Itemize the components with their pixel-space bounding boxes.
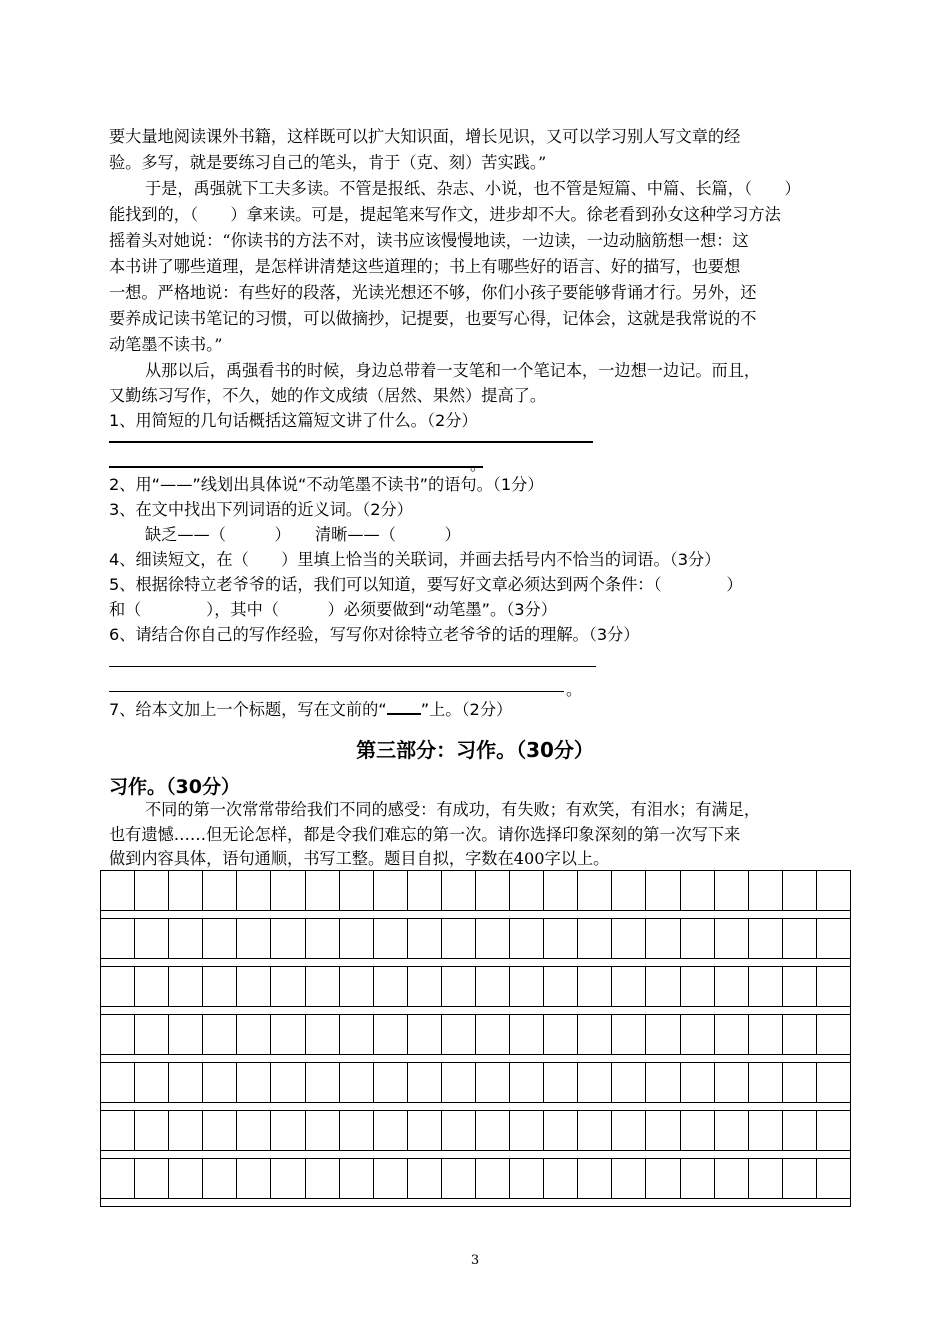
question-7	[109, 699, 512, 721]
grid-cell[interactable]	[748, 1158, 783, 1199]
grid-cell[interactable]	[509, 1158, 544, 1199]
grid-cell[interactable]	[475, 1062, 510, 1103]
passage-line: 能找到的，（ ）拿来读。可是，提起笔来写作文，进步却不大。徐老看到孙女这种学习方法	[109, 205, 781, 224]
grid-cell[interactable]	[441, 1158, 476, 1199]
grid-cell[interactable]	[748, 870, 783, 911]
grid-cell[interactable]	[543, 870, 578, 911]
grid-cell[interactable]	[645, 1062, 680, 1103]
grid-cell[interactable]	[543, 966, 578, 1007]
grid-cell[interactable]	[509, 1014, 544, 1055]
grid-cell[interactable]	[270, 870, 305, 911]
grid-cell[interactable]	[202, 918, 237, 959]
grid-cell[interactable]	[236, 918, 271, 959]
grid-cell[interactable]	[373, 1158, 408, 1199]
grid-cell[interactable]	[816, 870, 851, 911]
grid-cell[interactable]	[509, 918, 544, 959]
grid-cell[interactable]	[475, 1158, 510, 1199]
question-5a: 5、根据徐特立老爷爷的话，我们可以知道，要写好文章必须达到两个条件：（ ）	[109, 575, 743, 594]
grid-cell[interactable]	[645, 1110, 680, 1151]
page-number: 3	[470, 1253, 480, 1268]
writing-grid[interactable]	[100, 870, 850, 1206]
grid-cell[interactable]	[168, 966, 203, 1007]
grid-cell[interactable]	[339, 966, 374, 1007]
title-blank[interactable]	[387, 699, 421, 715]
grid-cell[interactable]	[816, 918, 851, 959]
grid-cell[interactable]	[611, 1110, 646, 1151]
grid-cell[interactable]	[645, 1158, 680, 1199]
grid-cell[interactable]	[441, 966, 476, 1007]
prompt-line: 做到内容具体，语句通顺，书写工整。题目自拟，字数在400字以上。	[109, 849, 610, 868]
grid-cell[interactable]	[543, 1158, 578, 1199]
grid-cell[interactable]	[680, 1014, 715, 1055]
grid-cell[interactable]	[168, 1014, 203, 1055]
grid-cell[interactable]	[100, 1014, 135, 1055]
grid-cell[interactable]	[305, 918, 340, 959]
grid-cell[interactable]	[714, 1014, 749, 1055]
grid-cell[interactable]	[577, 918, 612, 959]
grid-cell[interactable]	[339, 1158, 374, 1199]
grid-cell[interactable]	[270, 1014, 305, 1055]
answer-line[interactable]	[109, 691, 564, 692]
grid-cell[interactable]	[305, 1062, 340, 1103]
grid-cell[interactable]	[236, 1158, 271, 1199]
grid-cell[interactable]	[373, 1062, 408, 1103]
grid-cell[interactable]	[782, 1110, 817, 1151]
grid-cell[interactable]	[407, 1014, 442, 1055]
grid-cell[interactable]	[168, 918, 203, 959]
grid-cell[interactable]	[441, 1014, 476, 1055]
grid-cell[interactable]	[134, 918, 169, 959]
grid-cell[interactable]	[202, 1062, 237, 1103]
grid-cell[interactable]	[816, 1014, 851, 1055]
grid-cell[interactable]	[339, 870, 374, 911]
question-2: 2、用“——”线划出具体说“不动笔墨不读书”的语句。（1分）	[109, 475, 544, 494]
grid-cell[interactable]	[168, 1110, 203, 1151]
grid-cell[interactable]	[509, 1062, 544, 1103]
grid-cell[interactable]	[100, 918, 135, 959]
grid-cell[interactable]	[475, 966, 510, 1007]
grid-cell[interactable]	[475, 1110, 510, 1151]
grid-cell[interactable]	[782, 918, 817, 959]
grid-cell[interactable]	[577, 1062, 612, 1103]
grid-cell[interactable]	[202, 1014, 237, 1055]
grid-cell[interactable]	[134, 1062, 169, 1103]
grid-cell[interactable]	[373, 870, 408, 911]
grid-cell[interactable]	[236, 870, 271, 911]
grid-cell[interactable]	[748, 918, 783, 959]
grid-cell[interactable]	[373, 966, 408, 1007]
grid-cell[interactable]	[202, 870, 237, 911]
section-subtitle: 习作。（30分）	[109, 776, 240, 798]
grid-cell[interactable]	[407, 918, 442, 959]
passage-line: 要大量地阅读课外书籍，这样既可以扩大知识面，增长见识，又可以学习别人写文章的经	[109, 127, 741, 146]
grid-cell[interactable]	[645, 1014, 680, 1055]
grid-cell[interactable]	[407, 1110, 442, 1151]
grid-cell[interactable]	[305, 1158, 340, 1199]
grid-cell[interactable]	[509, 870, 544, 911]
grid-cell[interactable]	[611, 918, 646, 959]
answer-line[interactable]	[109, 466, 483, 468]
passage-line: 摇着头对她说：“你读书的方法不对，读书应该慢慢地读，一边读，一边动脑筋想一想：这	[109, 231, 749, 250]
grid-cell[interactable]	[645, 918, 680, 959]
grid-cell[interactable]	[577, 1158, 612, 1199]
answer-end-mark: 。	[566, 680, 583, 699]
grid-cell[interactable]	[441, 918, 476, 959]
grid-cell[interactable]	[168, 1158, 203, 1199]
grid-cell[interactable]	[270, 918, 305, 959]
grid-cell[interactable]	[680, 918, 715, 959]
grid-cell[interactable]	[611, 1158, 646, 1199]
passage-line: 于是，禹强就下工夫多读。不管是报纸、杂志、小说，也不管是短篇、中篇、长篇，（ ）	[145, 179, 801, 198]
grid-cell[interactable]	[236, 1110, 271, 1151]
grid-cell[interactable]	[577, 966, 612, 1007]
passage-line: 从那以后，禹强看书的时候，身边总带着一支笔和一个笔记本，一边想一边记。而且，	[145, 361, 761, 380]
grid-cell[interactable]	[236, 1062, 271, 1103]
question-6: 6、请结合你自己的写作经验，写写你对徐特立老爷爷的话的理解。（3分）	[109, 625, 640, 644]
grid-cell[interactable]	[611, 870, 646, 911]
grid-cell[interactable]	[305, 1110, 340, 1151]
grid-cell[interactable]	[680, 870, 715, 911]
grid-cell[interactable]	[100, 966, 135, 1007]
grid-cell[interactable]	[577, 1014, 612, 1055]
grid-cell[interactable]	[782, 1062, 817, 1103]
prompt-line: 不同的第一次常常带给我们不同的感受：有成功，有失败；有欢笑，有泪水；有满足，	[145, 800, 761, 819]
grid-cell[interactable]	[816, 1110, 851, 1151]
grid-cell[interactable]	[305, 870, 340, 911]
grid-cell[interactable]	[441, 1110, 476, 1151]
grid-cell[interactable]	[543, 918, 578, 959]
question-3: 3、在文中找出下列词语的近义词。（2分）	[109, 500, 413, 519]
passage-line: 又勤练习写作，不久，她的作文成绩（居然、果然）提高了。	[109, 386, 547, 405]
grid-cell[interactable]	[782, 966, 817, 1007]
grid-cell[interactable]	[816, 1062, 851, 1103]
grid-cell[interactable]	[543, 1110, 578, 1151]
grid-cell[interactable]	[339, 1014, 374, 1055]
grid-cell[interactable]	[270, 1158, 305, 1199]
grid-cell[interactable]	[714, 966, 749, 1007]
grid-cell[interactable]	[475, 1014, 510, 1055]
passage-line: 一想。严格地说：有些好的段落，光读光想还不够，你们小孩子要能够背诵才行。另外，还	[109, 283, 757, 302]
grid-cell[interactable]	[816, 966, 851, 1007]
grid-cell[interactable]	[680, 966, 715, 1007]
grid-cell[interactable]	[407, 1062, 442, 1103]
grid-cell[interactable]	[441, 870, 476, 911]
grid-cell[interactable]	[305, 1014, 340, 1055]
question-7-text-end: ”上。（2分）	[420, 700, 513, 719]
grid-cell[interactable]	[134, 870, 169, 911]
grid-cell[interactable]	[407, 870, 442, 911]
grid-cell[interactable]	[714, 1158, 749, 1199]
passage-line: 动笔墨不读书。”	[109, 335, 223, 354]
grid-cell[interactable]	[748, 1062, 783, 1103]
grid-cell[interactable]	[270, 966, 305, 1007]
grid-cell[interactable]	[543, 1062, 578, 1103]
grid-cell[interactable]	[202, 1110, 237, 1151]
answer-end-mark: 。	[470, 455, 487, 474]
grid-cell[interactable]	[339, 918, 374, 959]
grid-cell[interactable]	[714, 918, 749, 959]
answer-line[interactable]	[109, 666, 596, 667]
grid-cell[interactable]	[134, 1014, 169, 1055]
passage-line: 要养成记读书笔记的习惯，可以做摘抄，记提要，也要写心得，记体会，这就是我常说的不	[109, 309, 757, 328]
grid-cell[interactable]	[305, 966, 340, 1007]
grid-cell[interactable]	[680, 1110, 715, 1151]
grid-cell[interactable]	[236, 1014, 271, 1055]
grid-cell[interactable]	[202, 1158, 237, 1199]
grid-cell[interactable]	[680, 1158, 715, 1199]
grid-cell[interactable]	[134, 1158, 169, 1199]
grid-cell[interactable]	[509, 1110, 544, 1151]
grid-cell[interactable]	[100, 1062, 135, 1103]
passage-line: 本书讲了哪些道理，是怎样讲清楚这些道理的；书上有哪些好的语言、好的描写，也要想	[109, 257, 741, 276]
grid-cell[interactable]	[100, 1158, 135, 1199]
prompt-line: 也有遗憾……但无论怎样，都是令我们难忘的第一次。请你选择印象深刻的第一次写下来	[109, 825, 741, 844]
grid-cell[interactable]	[168, 1062, 203, 1103]
grid-cell[interactable]	[373, 1110, 408, 1151]
grid-cell[interactable]	[645, 870, 680, 911]
grid-cell[interactable]	[339, 1110, 374, 1151]
grid-cell[interactable]	[270, 1062, 305, 1103]
question-7-text: 7、给本文加上一个标题，写在文前的“	[109, 700, 387, 719]
grid-cell[interactable]	[680, 1062, 715, 1103]
grid-cell[interactable]	[134, 966, 169, 1007]
grid-cell[interactable]	[168, 870, 203, 911]
grid-cell[interactable]	[407, 1158, 442, 1199]
question-1: 1、用简短的几句话概括这篇短文讲了什么。（2分）	[109, 411, 478, 430]
question-5b: 和（ ），其中（ ）必须要做到“动笔墨”。（3分）	[109, 600, 557, 619]
grid-cell[interactable]	[202, 966, 237, 1007]
grid-cell[interactable]	[543, 1014, 578, 1055]
grid-cell[interactable]	[373, 918, 408, 959]
grid-cell[interactable]	[611, 1014, 646, 1055]
grid-cell[interactable]	[748, 966, 783, 1007]
grid-cell[interactable]	[339, 1062, 374, 1103]
grid-cell[interactable]	[236, 966, 271, 1007]
grid-cell[interactable]	[134, 1110, 169, 1151]
grid-cell[interactable]	[577, 870, 612, 911]
grid-cell[interactable]	[475, 918, 510, 959]
grid-cell[interactable]	[100, 1110, 135, 1151]
grid-cell[interactable]	[100, 870, 135, 911]
section-title: 第三部分：习作。（30分）	[356, 738, 594, 762]
passage-line: 验。多写，就是要练习自己的笔头，肯于（克、刻）苦实践。”	[109, 153, 547, 172]
grid-row-gap	[100, 1198, 851, 1207]
grid-cell[interactable]	[714, 1110, 749, 1151]
grid-cell[interactable]	[475, 870, 510, 911]
grid-cell[interactable]	[373, 1014, 408, 1055]
grid-cell[interactable]	[782, 1158, 817, 1199]
grid-cell[interactable]	[611, 966, 646, 1007]
grid-cell[interactable]	[816, 1158, 851, 1199]
grid-cell[interactable]	[782, 1014, 817, 1055]
grid-cell[interactable]	[714, 1062, 749, 1103]
grid-cell[interactable]	[407, 966, 442, 1007]
grid-cell[interactable]	[645, 966, 680, 1007]
grid-cell[interactable]	[782, 870, 817, 911]
answer-line[interactable]	[109, 441, 593, 443]
grid-cell[interactable]	[748, 1110, 783, 1151]
grid-cell[interactable]	[714, 870, 749, 911]
grid-cell[interactable]	[509, 966, 544, 1007]
question-4: 4、细读短文，在（ ）里填上恰当的关联词，并画去括号内不恰当的词语。（3分）	[109, 550, 721, 569]
grid-cell[interactable]	[577, 1110, 612, 1151]
grid-cell[interactable]	[611, 1062, 646, 1103]
grid-cell[interactable]	[441, 1062, 476, 1103]
question-3-words: 缺乏——（ ） 清晰——（ ）	[145, 525, 461, 544]
grid-cell[interactable]	[270, 1110, 305, 1151]
grid-cell[interactable]	[748, 1014, 783, 1055]
